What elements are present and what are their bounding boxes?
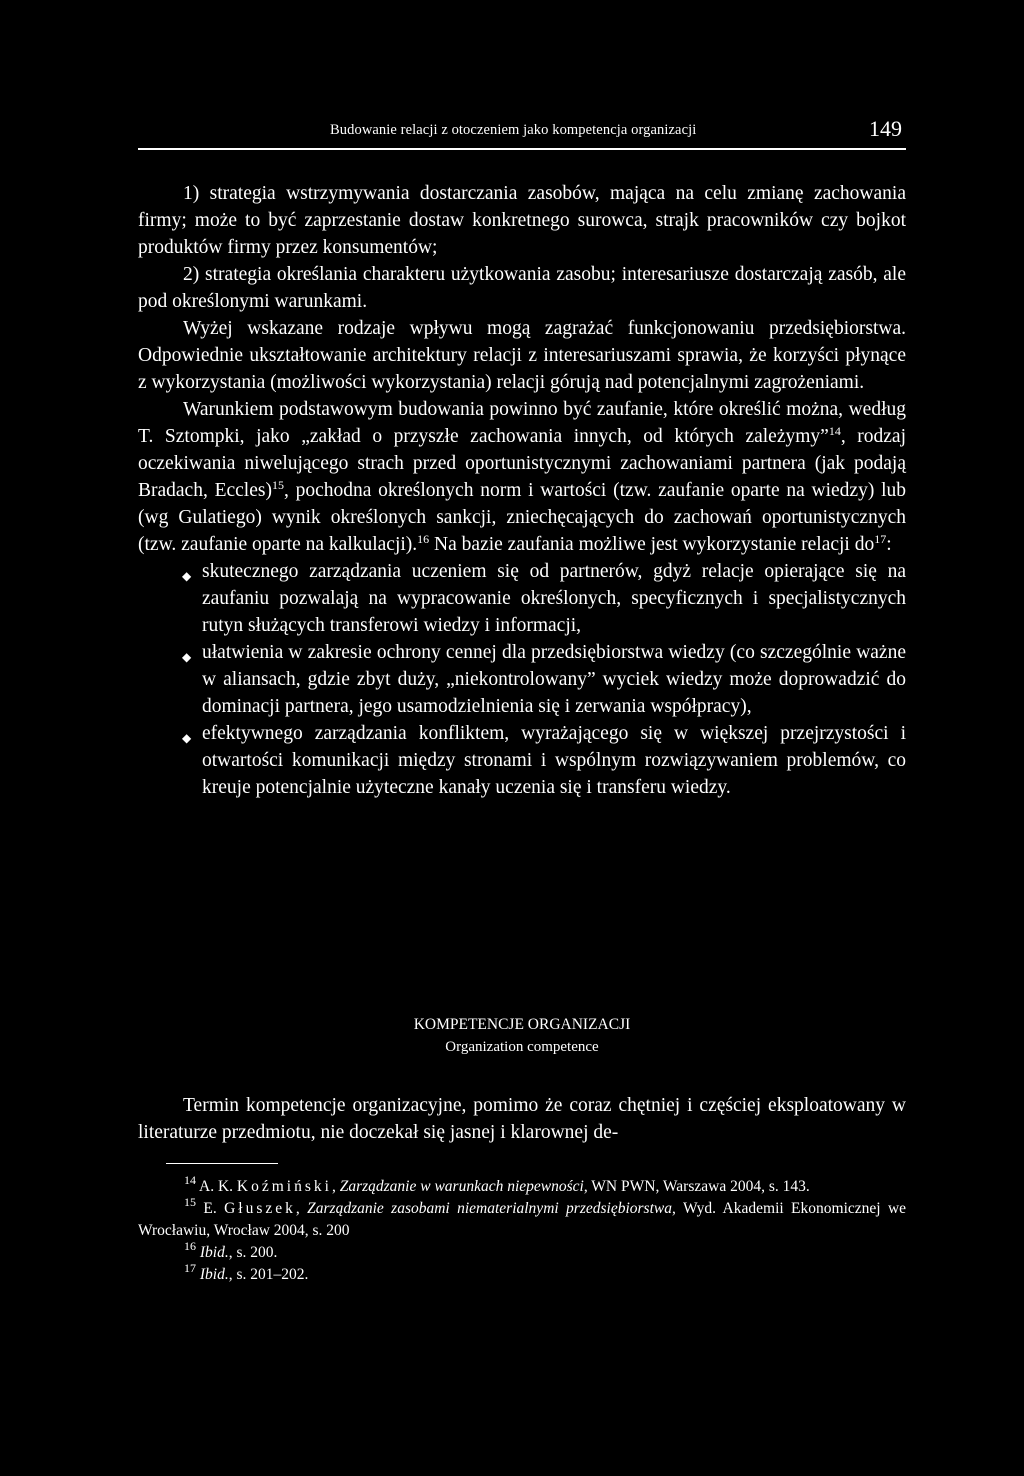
paragraph-threats: Wyżej wskazane rodzaje wpływu mogą zagrażać funkcjonowaniu przedsiębiorstwa. Odpowiednie ukształtowanie architektury relacji z interesariuszami sprawia, że korzyści płynące z wykorzystania (możliwości wykorzystania) relacji górują nad potencjalnymi zagrożeniami. — [138, 318, 906, 393]
footnote-rest: , WN PWN, Warszawa 2004, s. 143. — [583, 1178, 810, 1195]
paragraph-strategy-1: 1) strategia wstrzymywania dostarczania zasobów, mająca na celu zmianę zachowania firmy; może to być zaprzestanie dostaw konkretnego surowca, strajk pracowników czy bojkot produktów firmy przez konsumentów; — [138, 183, 906, 258]
text-segment: Na bazie zaufania możliwe jest wykorzystanie relacji do — [429, 534, 875, 555]
page-number: 149 — [869, 116, 902, 141]
text-segment: , rodzaj oczekiwania niwelującego strach przed oportunistycznymi zachowaniami partnera (jak podają Bradach, Eccles) — [138, 426, 906, 501]
footnotes — [138, 1173, 907, 1286]
running-head — [138, 118, 906, 150]
footnote-17 — [138, 1261, 906, 1286]
footnote-14 — [138, 1173, 906, 1198]
footnote-ref-15[interactable]: 15 — [271, 478, 284, 492]
footnote-author: Głuszek — [224, 1200, 296, 1217]
list-item-text: efektywnego zarządzania konfliktem, wyrażającego się w większej przejrzystości i otwartości komunikacji między stronami i wspólnym rozwiązywaniem problemów, co kreuje potencjalnie użyteczne kanały uczenia się i transferu wiedzy. — [202, 723, 906, 798]
paragraph-strategy-2: 2) strategia określania charakteru użytkowania zasobu; interesariusze dostarczają zasób, ale pod określonymi warunkami. — [138, 264, 906, 312]
footnote-title: Ibid. — [199, 1266, 229, 1283]
diamond-bullet-icon: ◆ — [182, 650, 192, 664]
footnote-divider — [166, 1163, 278, 1164]
footnote-separator: , — [331, 1178, 340, 1195]
footnote-rest: , s. 201–202. — [228, 1266, 309, 1283]
section-heading — [138, 1014, 906, 1058]
paragraph-trust — [138, 396, 906, 558]
list-item — [182, 720, 906, 801]
section-title: KOMPETENCJE ORGANIZACJI — [413, 1016, 631, 1033]
footnote-number: 17 — [184, 1261, 196, 1275]
footnote-number: 16 — [184, 1239, 196, 1253]
text-segment: : — [886, 534, 892, 555]
footnote-rest: , s. 200. — [228, 1244, 278, 1261]
main-text — [138, 180, 906, 801]
footnote-ref-16[interactable]: 16 — [417, 532, 430, 546]
footnote-ref-17[interactable]: 17 — [874, 532, 887, 546]
footnote-title: Zarządzanie w warunkach niepewności — [339, 1178, 584, 1195]
text-segment: , pochodna określonych norm i wartości (tzw. zaufanie oparte na wiedzy) lub (wg Gulatiego) wynik określonych sankcji, zniechęcających do zachowań oportunistycznych (tzw. zaufanie oparte na kalkulacji). — [138, 480, 906, 555]
footnote-author-initials: E. — [203, 1200, 225, 1217]
list-item — [182, 639, 906, 720]
footnote-number: 15 — [184, 1195, 196, 1209]
footnote-15 — [138, 1195, 907, 1242]
section-text — [138, 1092, 906, 1146]
paragraph-definition: Termin kompetencje organizacyjne, pomimo że coraz chętniej i częściej eksploatowany w literaturze przedmiotu, nie doczekał się jasnej i klarownej de- — [138, 1095, 906, 1143]
footnote-author: Koźmiński — [236, 1178, 332, 1195]
text-segment: Warunkiem podstawowym budowania powinno być zaufanie, które określić można, według T. Sztompki, jako „zakład o przyszłe zachowania innych, od których zależymy” — [138, 399, 906, 447]
running-head-title: Budowanie relacji z otoczeniem jako kompetencja organizacji — [330, 122, 697, 138]
footnote-separator: , — [295, 1200, 308, 1217]
footnote-title: Ibid. — [199, 1244, 229, 1261]
diamond-bullet-icon: ◆ — [182, 731, 192, 745]
footnote-number: 14 — [184, 1173, 196, 1187]
list-item-text: skutecznego zarządzania uczeniem się od partnerów, gdyż relacje opierające się na zaufaniu pozwalają na wypracowanie określonych, specyficznych i specjalistycznych rutyn służących transferowi wiedzy i informacji, — [202, 561, 906, 636]
list-item-text: ułatwienia w zakresie ochrony cennej dla przedsiębiorstwa wiedzy (co szczególnie ważne w aliansach, gdzie zbyt duży, „niekontrolowany” wyciek wiedzy może doprowadzić do dominacji partnera, jego usamodzielnienia się i zerwania współpracy), — [202, 642, 906, 717]
section-subtitle: Organization competence — [445, 1039, 599, 1055]
footnote-title: Zarządzanie zasobami niematerialnymi przedsiębiorstwa — [307, 1200, 672, 1217]
footnote-rest: , Wyd. Akademii Ekonomicznej we Wrocławiu, Wrocław 2004, s. 200 — [138, 1200, 907, 1239]
bullet-list — [138, 558, 906, 801]
list-item — [182, 558, 906, 639]
diamond-bullet-icon: ◆ — [182, 569, 192, 583]
footnote-ref-14[interactable]: 14 — [828, 424, 841, 438]
footnote-author-initials: A. K. — [199, 1178, 237, 1195]
footnote-16 — [138, 1239, 906, 1264]
